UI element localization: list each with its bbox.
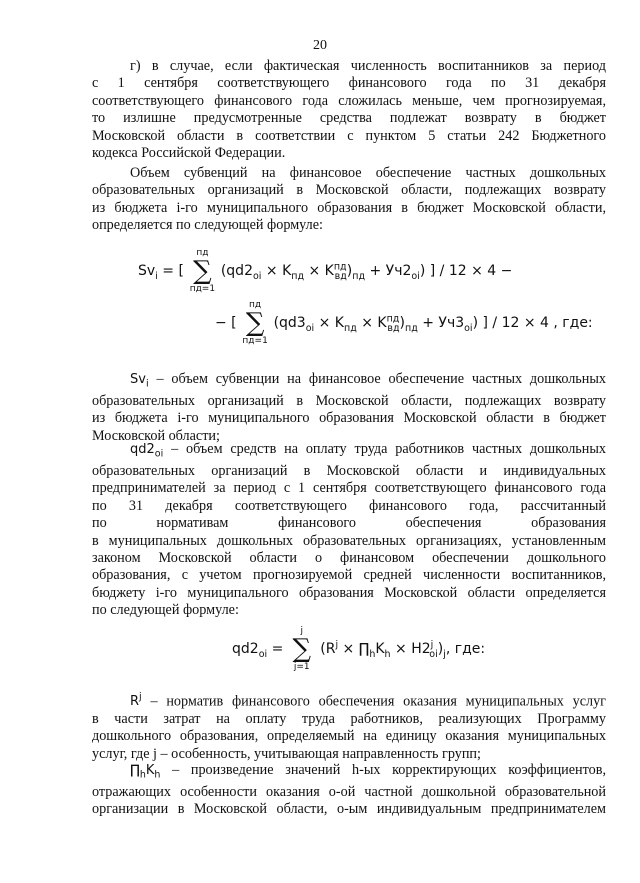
text-line: соответствующего финансового года сложилась меньше, чем прогнозируемая, [92,92,606,109]
text-line: по следующей формуле: [92,602,239,619]
text-line: Объем субвенций на финансовое обеспечение частных дошкольных [130,165,606,181]
text-line: из бюджета i-го муниципального образования в бюджет Московской области, [92,199,606,216]
paragraph-subsidy [92,165,606,235]
definition-qd2 [92,441,606,620]
text-line: услуг, где j – особенность, учитывающая направленность групп; [92,745,481,762]
text-line: то излишне предусмотренные средства подлежат возврату в бюджет [92,110,606,127]
text-line: дошкольного образования, определяемый на единицу оказания муниципальных [92,728,606,745]
text-line: законом Московской области о финансовом обеспечении дошкольного [92,550,606,567]
formula-tail: ] / 12 × 4 − [429,263,513,279]
text-line: г) в случае, если фактическая численность воспитанников за период [130,58,606,74]
text-line: образовательных организаций в Московской области и индивидуальных [92,463,606,479]
text-line: образовательных организаций в Московской области, подлежащих возврату [92,182,606,199]
formula-qd2 [232,626,485,672]
formula-term: $(qd2_{oi} \times K_{пд} \times K^{пд}_{вд})_{пд} + Уч2_{oi}$) [220,261,426,282]
sum-operator: пд ∑ пд=1 [189,248,216,294]
definition-product [92,762,606,819]
formula-term: ($R^j$ × $\prod_hK_h \times Н2^j_{oi})_j$ [320,639,446,660]
equals-sign: = [162,263,174,279]
text-line: $R^j$ – норматив финансового обеспечения оказания муниципальных услуг [130,692,607,710]
definition-r [92,689,606,763]
text-line: организации в Московской области, о-ым индивидуальным предпринимателем [92,801,606,818]
text-line: отражающих особенности оказания о-ой частной дошкольной образовательной [92,784,606,800]
page-number: 20 [313,38,327,53]
text-line: в части затрат на оплату труда работников, реализующих Программу [92,710,606,727]
formula-lhs: $Sv_i$ [138,263,158,282]
text-line: бюджету i-го муниципального образования Московской области определяется [92,584,606,601]
text-line: по 31 декабря соответствующего финансового года, рассчитанный [92,497,606,514]
text-line: Московской области в соответствии с пунктом 5 статьи 242 Бюджетного [92,127,606,144]
formula-sv-line1: $Sv_i$ = [ пд ∑ пд=1 $(qd2_{oi} \times K_{пд} \times K^{пд}_{вд})_{пд} + Уч2_{oi}$) ] / 12 × 4 − [138,248,513,294]
text-line: образования, с учетом прогнозируемой средней численности воспитанников, [92,567,606,584]
text-line: образовательных организаций в Московской области, подлежащих возврату [92,393,606,409]
text-line: из бюджета i-го муниципального образования Московской области в бюджет [92,410,606,427]
text-line: определяется по следующей формуле: [92,217,323,234]
paragraph-g [92,58,606,162]
formula-lead: − [ [215,315,237,331]
text-line: предпринимателей за период с 1 сентября соответствующего финансового года [92,480,606,497]
definition-sv [92,371,606,445]
text-line: в муниципальных дошкольных образовательных организациях, установленным [92,532,606,549]
sum-operator: пд ∑ пд=1 [242,300,268,346]
text-line: Московской области; [92,427,220,444]
sum-operator: j ∑ j=1 [292,626,312,672]
formula-lhs: $qd2_{oi}$ [232,641,268,660]
formula-term: $(qd3_{oi} \times K_{пд} \times K^{пд}_{вд})_{пд} + Уч3_{oi}$) [273,313,479,334]
text-line: с 1 сентября соответствующего финансового года по 31 декабря [92,75,606,92]
text-line: $Sv_i$ – объем субвенции на финансовое обеспечение частных дошкольных [130,371,606,390]
equals-sign: = [271,641,284,657]
formula-tail: , где: [445,641,486,657]
formula-tail: ] / 12 × 4 , где: [482,315,593,331]
text-line: по нормативам финансового обеспечения образования [92,515,606,532]
text-line: кодекса Российской Федерации. [92,145,286,162]
text-line: $qd2_{oi}$ – объем средств на оплату труда работников частных дошкольных [130,441,606,460]
formula-sv-line2 [215,300,593,346]
text-line: $\prod_hK_h$ – произведение значений h-ых корректирующих коэффициентов, [130,762,607,781]
